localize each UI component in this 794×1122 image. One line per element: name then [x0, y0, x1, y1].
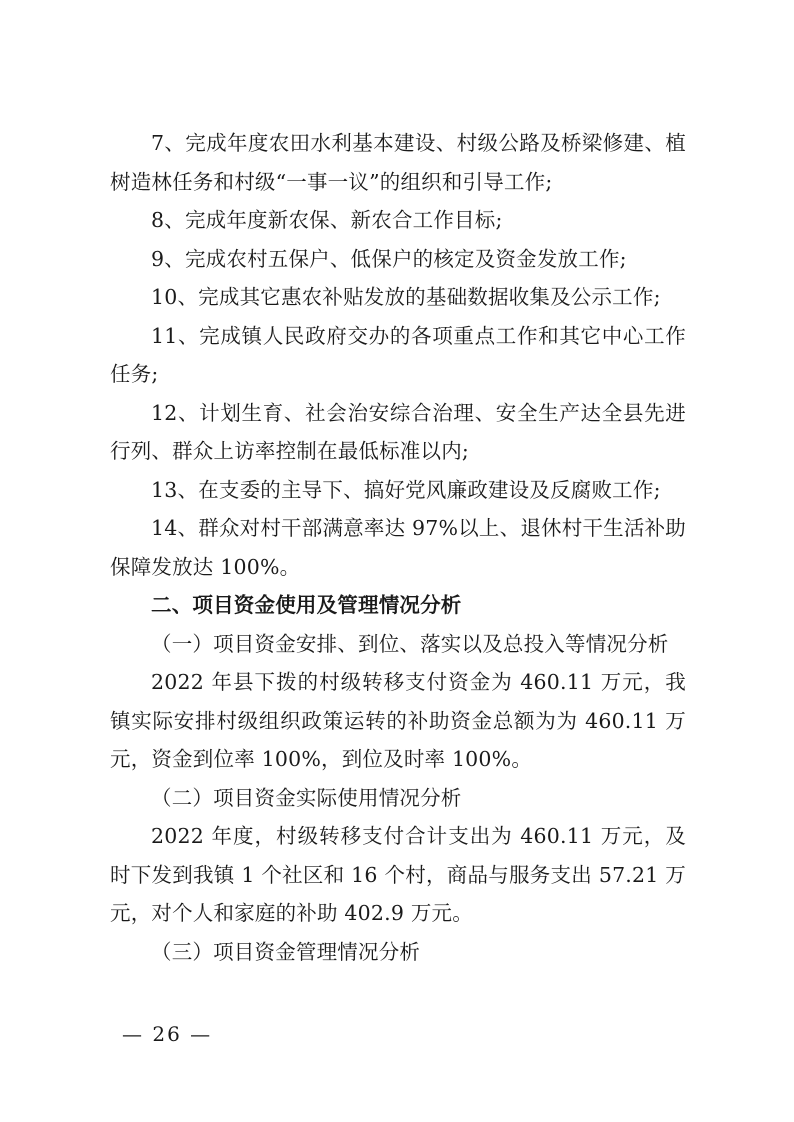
funding-paragraph: 2022 年县下拨的村级转移支付资金为 460.11 万元，我镇实际安排村级组织政策运转的补助资金总额为为 460.11 万元，资金到位率 100%，到位及时率 100%。 — [110, 670, 686, 771]
task-item-11: 11、完成镇人民政府交办的各项重点工作和其它中心工作任务; — [110, 323, 686, 386]
task-item-10: 10、完成其它惠农补贴发放的基础数据收集及公示工作; — [151, 285, 661, 309]
document-body — [110, 124, 686, 971]
section-heading-2: 二、项目资金使用及管理情况分析 — [151, 593, 462, 617]
task-item-14: 14、群众对村干部满意率达 97%以上、退休村干生活补助保障发放达 100%。 — [110, 516, 686, 579]
task-item-8: 8、完成年度新农保、新农合工作目标; — [151, 208, 503, 232]
subsection-heading-2: （二）项目资金实际使用情况分析 — [151, 785, 462, 810]
task-item-12: 12、计划生育、社会治安综合治理、安全生产达全县先进行列、群众上访率控制在最低标准以内; — [110, 400, 686, 463]
task-item-7: 7、完成年度农田水利基本建设、村级公路及桥梁修建、植树造林任务和村级“一事一议”的组织和引导工作; — [110, 131, 686, 194]
task-item-9: 9、完成农村五保户、低保户的核定及资金发放工作; — [151, 246, 627, 271]
subsection-heading-3: （三）项目资金管理情况分析 — [151, 939, 421, 964]
usage-paragraph: 2022 年度，村级转移支付合计支出为 460.11 万元，及时下发到我镇 1 个社区和 16 个村，商品与服务支出 57.21 万元，对个人和家庭的补助 402.9 万元。 — [110, 824, 686, 925]
page-number: — 26 — — [122, 1022, 213, 1046]
task-item-13: 13、在支委的主导下、搞好党风廉政建设及反腐败工作; — [151, 477, 661, 502]
subsection-heading-1: （一）项目资金安排、到位、落实以及总投入等情况分析 — [151, 631, 669, 656]
